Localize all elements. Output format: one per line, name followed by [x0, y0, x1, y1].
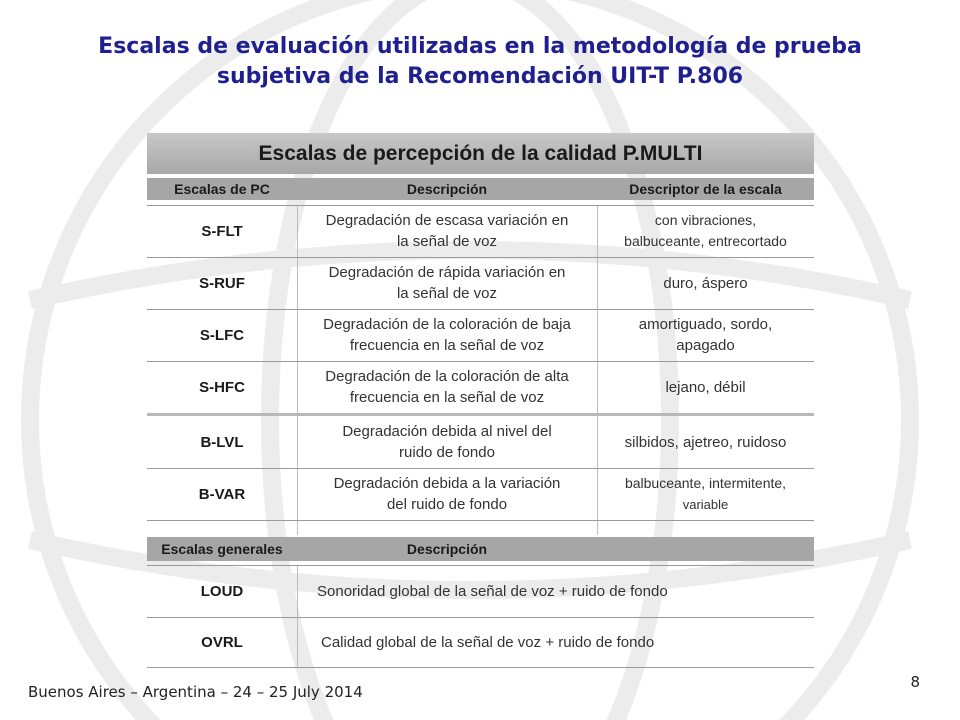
row-descriptor-bvar [597, 468, 814, 520]
row-divider [147, 667, 814, 668]
desc-line: Degradación de rápida variación en [328, 264, 566, 281]
row-code-shfc: S-HFC [199, 378, 245, 396]
desc-line: frecuencia en la señal de voz [349, 389, 545, 406]
slide-title-line-1: Escalas de evaluación utilizadas en la metodología de prueba [98, 34, 862, 59]
row-code-slfc: S-LFC [199, 326, 245, 344]
row-desc-sflt [297, 205, 597, 257]
desc-line: ruido de fondo [399, 444, 495, 461]
row-code-sruf: S-RUF [199, 274, 245, 292]
desc-line: la señal de voz [396, 285, 498, 302]
row-desc-shfc [297, 361, 597, 413]
row-code-loud: LOUD [200, 582, 244, 600]
header-descriptor: Descriptor de la escala [629, 181, 782, 197]
row-descriptor-shfc: lejano, débil [665, 378, 746, 396]
table-title: Escalas de percepción de la calidad P.MULTI [147, 133, 814, 174]
desc-line: Degradación de la coloración de baja [323, 316, 571, 333]
footer-text: Buenos Aires – Argentina – 24 – 25 July 2014 [28, 683, 363, 701]
desc-line: frecuencia en la señal de voz [349, 337, 545, 354]
row-desc-slfc [297, 309, 597, 361]
row-code-ovrl: OVRL [201, 634, 243, 651]
slide-title-line-2: subjetiva de la Recomendación UIT-T P.806 [216, 64, 744, 89]
row-descriptor-sflt [597, 205, 814, 257]
desc-line: Degradación de escasa variación en [325, 212, 569, 229]
page-number: 8 [910, 673, 920, 691]
desc-line: del ruido de fondo [386, 496, 508, 513]
scales-table [147, 133, 814, 668]
row-desc-ovrl: Calidad global de la señal de voz + ruido de fondo [321, 634, 655, 651]
slide-title [40, 32, 920, 92]
descriptor-line: variable [682, 497, 729, 512]
descriptor-line: con vibraciones, [654, 212, 757, 228]
row-descriptor-blvl: silbidos, ajetreo, ruidoso [624, 433, 787, 451]
row-desc-bvar [297, 468, 597, 520]
header-scale: Escalas de PC [174, 181, 270, 197]
row-descriptor-slfc [597, 309, 814, 361]
descriptor-line: balbuceante, entrecortado [624, 233, 787, 249]
general-header-scale: Escalas generales [161, 541, 283, 557]
row-code-sflt: S-FLT [201, 222, 243, 240]
descriptor-line: apagado [676, 337, 735, 354]
row-code-bvar: B-VAR [198, 485, 246, 503]
general-header-description: Descripción [406, 541, 488, 557]
header-description: Descripción [406, 181, 488, 197]
desc-line: Degradación debida al nivel del [342, 423, 552, 440]
desc-line: Degradación debida a la variación [333, 475, 561, 492]
row-descriptor-sruf: duro, áspero [663, 274, 748, 292]
row-desc-sruf [297, 257, 597, 309]
row-desc-loud: Sonoridad global de la señal de voz + ruido de fondo [317, 582, 668, 600]
row-divider [147, 520, 814, 521]
desc-line: Degradación de la coloración de alta [325, 368, 569, 385]
descriptor-line: amortiguado, sordo, [638, 316, 773, 333]
row-code-blvl: B-LVL [200, 433, 244, 451]
row-desc-blvl [297, 416, 597, 468]
descriptor-line: balbuceante, intermitente, [624, 475, 787, 491]
desc-line: la señal de voz [396, 233, 498, 250]
